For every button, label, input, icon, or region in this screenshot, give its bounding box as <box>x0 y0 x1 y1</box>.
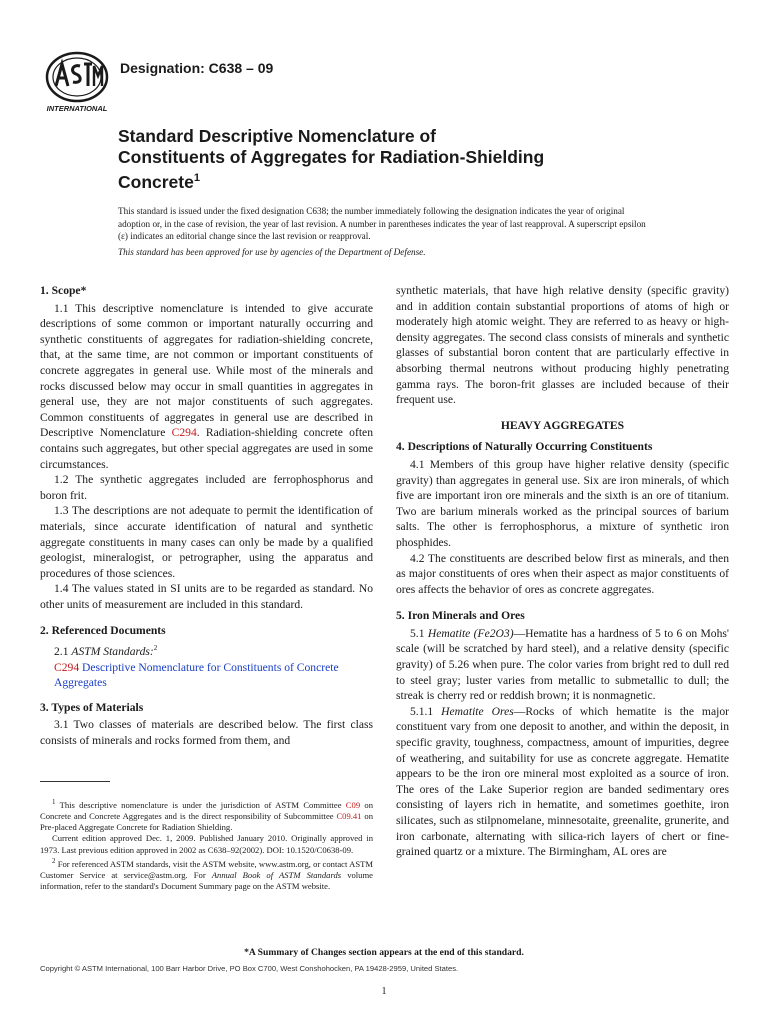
para-1-3: 1.3 The descriptions are not adequate to permit the identification of materials, since accurate identification of natural and synthetic aggregate constituents in many cases can only be made by a qualified geologist, mineralogist, or petrographer, using the apparatus and procedures of those sciences. <box>40 504 373 580</box>
footnote-1: $^1$ This descriptive nomenclature is under the jurisdiction of ASTM Committee C09 on Concrete and Concrete Aggregates and is the direct responsibility of Subcommittee C09.41 on Pre-placed Aggregate Concrete for Radiation Shielding. <box>40 798 373 833</box>
page-number: 1 <box>381 986 387 997</box>
preamble: This standard is issued under the fixed designation C638; the number immediately following the designation indicates the year of original adoption or, in the case of revision, the year of last revision. A number in parentheses indicates the year of last reapproval. A superscript epsilon (ε) indicates an editorial change since the last revision or reapproval. <box>118 206 646 241</box>
para-4-2: 4.2 The constituents are described below first as minerals, and then as major constituents of ores when their aspect as major constituents of ores affects the behavior of ores as concrete aggregates. <box>396 551 729 596</box>
summary-note: *A Summary of Changes section appears at the end of this standard. <box>244 947 524 958</box>
para-3-1: 3.1 Two classes of materials are described below. The first class consists of minerals and rocks formed from them, and <box>40 718 373 747</box>
footnotes <box>40 797 373 892</box>
para-4-1: 4.1 Members of this group have higher relative density (specific gravity) than aggregates in general use. Six are iron minerals, of which five are important iron ore minerals and the sixth is an ore of titanium. Two are barium minerals worked as the principal sources of barium salts. The other is ferrophosphorus, a mixture of synthetic iron phosphides. <box>396 457 729 549</box>
designation: Designation: C638 – 09 <box>120 60 274 76</box>
para-1-2: 1.2 The synthetic aggregates included are ferrophosphorus and boron frit. <box>40 473 373 502</box>
para-5-1-1: 5.1.1 Hematite Ores—Rocks of which hematite is the major constituent vary from one deposit to another, and within the deposit, in specific gravity, toughness, compactness, amount of impurities, degree of weathering, and suitability for use as concrete aggregate. Hematite appears to be the iron ore mineral most exploited as a source of iron. The ores of the Lake Superior region are banded sedimentary ores consisting of layers rich in hematite, and sometimes goethite, iron silicates, such as stilpnomelane, minnesotaite, greenalite, grunerite, and iron carbonate, alternating with silica-rich layers of chert or fine-grained quartz or a mixture. The Birmingham, AL ores are <box>396 704 729 859</box>
astm-logo <box>42 50 112 114</box>
para-1-1: 1.1 This descriptive nomenclature is intended to give accurate descriptions of some common or important naturally occurring and synthetic constituents of aggregates for radiation-shielding concrete, that, at the same time, are not common or important constituents of concrete aggregates in general use. While most of the minerals and rocks discussed below may occur in small quantities in aggregates in general use, they are not major constituents of such aggregates. Common constituents of aggregates in general use are described in Descriptive Nomenclature C294. Radiation-shielding concrete often contains such aggregates, but other special aggregates are used in some circumstances. <box>40 301 373 471</box>
section-4-heading: 4. Descriptions of Naturally Occurring Constituents <box>396 440 653 454</box>
dod-approval-note: This standard has been approved for use by agencies of the Department of Defense. <box>118 247 426 257</box>
para-5-1: 5.1 Hematite (Fe2O3)—Hematite has a hardness of 5 to 6 on Mohs' scale (will be scratched by hard steel), and a relative density (specific gravity) of 5.26 when pure. The color varies from bright red to dull red to steel gray; luster varies from metallic to submetallic to dull; the streak is cherry red or reddish brown; it is nonmagnetic. <box>396 626 730 703</box>
section-2-heading: 2. Referenced Documents <box>40 624 166 638</box>
para-1-4: 1.4 The values stated in SI units are to be regarded as standard. No other units of measurement are included in this standard. <box>40 582 373 611</box>
footnote-rule <box>40 781 110 782</box>
section-1-heading: 1. Scope* <box>40 284 87 297</box>
left-column <box>40 283 373 748</box>
footnote-1-edition: Current edition approved Dec. 1, 2009. Published January 2010. Originally approved in 1973. Last previous edition approved in 2002 as C638–92(2002). DOI: 10.1520/C0638-09. <box>40 833 373 855</box>
reference-c294[interactable]: C294 Descriptive Nomenclature for Constituents of Concrete Aggregates <box>54 660 339 690</box>
c294-link[interactable]: C294 <box>171 426 197 440</box>
c09-link[interactable]: C09 <box>345 799 361 810</box>
c0941-link[interactable]: C09.41 <box>336 811 362 822</box>
title-footnote-mark[interactable]: 1 <box>193 172 200 184</box>
svg-text:INTERNATIONAL: INTERNATIONAL <box>46 104 108 113</box>
footnote-2: $^2$ For referenced ASTM standards, visit the ASTM website, www.astm.org, or contact ASTM Customer Service at service@astm.org. For Annual Book of ASTM Standards volume information, refer to the standard's Document Summary page on the ASTM website. <box>40 856 373 892</box>
copyright: Copyright © ASTM International, 100 Barr Harbor Drive, PO Box C700, West Conshohocken, PA 19428-2959, United States. <box>40 964 459 973</box>
title-line-1: Standard Descriptive Nomenclature of <box>118 126 436 146</box>
title-line-2: Constituents of Aggregates for Radiation-Shielding <box>118 147 545 167</box>
title-line-3: Concrete$^1$ <box>118 171 200 192</box>
document-title <box>118 126 638 193</box>
section-3-heading: 3. Types of Materials <box>40 700 144 714</box>
right-column <box>396 283 729 860</box>
para-2-1: 2.1 ASTM Standards:$^2$ <box>54 644 158 658</box>
heavy-aggregates-heading: HEAVY AGGREGATES <box>500 418 625 432</box>
section-5-heading: 5. Iron Minerals and Ores <box>396 609 525 623</box>
para-3-1-cont: synthetic materials, that have high relative density (specific gravity) and in addition contain substantial proportions of atoms of high or moderately high atomic weight. They are referred to as heavy or high-density aggregates. The second class consists of minerals and synthetic glasses of substantial boron content that are particularly effective in absorbing thermal neutrons without producing highly penetrating gamma rays. The boron-frit glasses are included because of their frequent use. <box>396 284 729 407</box>
